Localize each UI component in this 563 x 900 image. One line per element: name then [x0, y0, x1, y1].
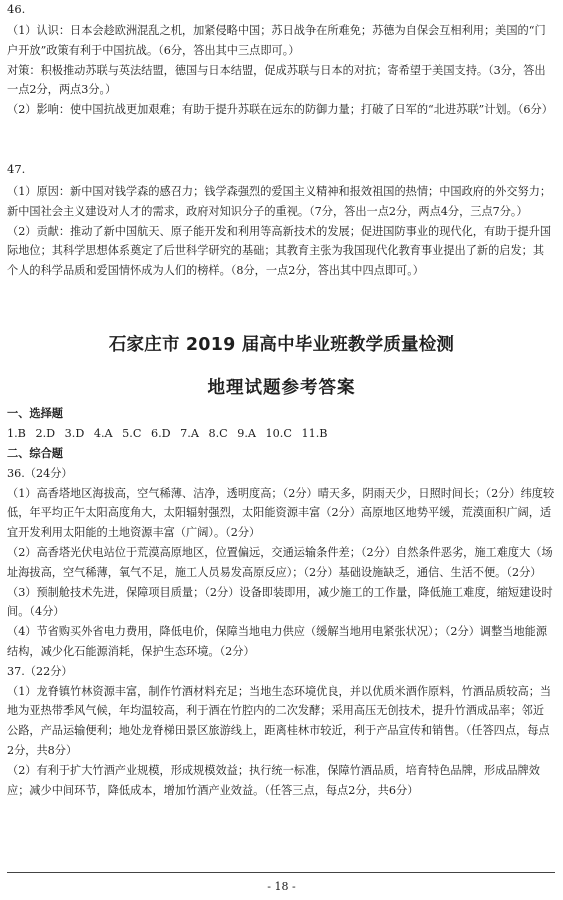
q36-part1-text: （1）高香塔地区海拔高，空气稀薄、洁净，透明度高；（2分）晴天多，阴雨天少，日照时间长；（2分）纬度较低，年平均正午太阳高度角大，太阳辐射强烈，太阳能资源丰富（2分）高原地区地势平缓，荒漠面积广阔，适宜开发利用太阳能的土地资源丰富（广阔）。（2分）: [7, 486, 555, 540]
section2-heading: 二、综合题: [7, 447, 63, 460]
question-47-answer: [7, 182, 555, 281]
footer-divider: [7, 872, 555, 873]
q36-part4-text: （4）节省购买外省电力费用，降低电价，保障当地电力供应（缓解当地用电紧张状况）；（2分）调整当地能源结构，减少化石能源消耗，保护生态环境。（2分）: [7, 625, 548, 658]
q37-part1-text: （1）龙脊镇竹林资源丰富，制作竹酒材料充足；当地生态环境优良，并以优质米酒作原料，竹酒品质较高；当地为亚热带季风气候，年均温较高，利于酒在竹腔内的二次发酵；采用高压无创技术，提升竹酒成品率；邻近公路，产品运输便利；地处龙脊梯田景区旅游线上，距离桂林市较近，利于产品宣传和销售。（任答四点，每点2分，共8分）: [7, 684, 552, 757]
q36-label: 36.（24分）: [7, 466, 73, 480]
section-comprehensive: [7, 444, 555, 800]
q46-part2-text: （2）影响：使中国抗战更加艰难；有助于提升苏联在远东的防御力量；打破了日军的“北进苏联”计划。（6分）: [7, 103, 553, 117]
q37-label: 37.（22分）: [7, 664, 73, 678]
q47-part1-text: （1）原因：新中国对钱学森的感召力；钱学森强烈的爱国主义精神和报效祖国的热情；中国政府的外交努力；新中国社会主义建设对人才的需求，政府对知识分子的重视。（7分，答出一点2分，两点4分，三点7分。）: [7, 185, 552, 218]
q46-countermeasure-text: 对策：积极推动苏联与英法结盟，德国与日本结盟，促成苏联与日本的对抗；寄希望于美国支持。（3分，答出一点2分，两点3分。）: [7, 63, 546, 97]
mcq-answers: 1.B 2.D 3.D 4.A 5.C 6.D 7.A 8.C 9.A 10.C 11.B: [7, 426, 328, 440]
section1-heading: 一、选择题: [7, 407, 63, 420]
q47-part2-text: （2）贡献：推动了新中国航天、原子能开发和利用等高新技术的发展；促进国防事业的现代化，有助于提升国际地位；其科学思想体系奠定了后世科学研究的基础；其教育主张为我国现代化教育事业提出了新的启发；其个人的科学品质和爱国情怀成为人们的榜样。（8分，一点2分，答出其中四点即可。）: [7, 224, 552, 278]
q37-part2-text: （2）有利于扩大竹酒产业规模，形成规模效益；执行统一标准，保障竹酒品质，培育特色品牌，形成品牌效应；减少中间环节，降低成本，增加竹酒产业效益。（任答三点，每点2分，共6分）: [7, 763, 540, 797]
question-46-answer: [7, 21, 555, 120]
answer-key-title: 地理试题参考答案: [207, 378, 356, 398]
q46-part1-text: （1）认识：日本会趁欧洲混乱之机，加紧侵略中国；苏日战争在所难免；苏德为自保会互相利用；美国的“门户开放”政策有利于中国抗战。（6分，答出其中三点即可。）: [7, 24, 546, 57]
question-46-number: 46.: [7, 2, 26, 16]
question-47-number: 47.: [7, 162, 26, 176]
q36-part3-text: （3）预制舱技术先进，保障项目质量；（2分）设备即装即用，减少施工的工作量，降低施工难度，缩短建设时间。（4分）: [7, 585, 553, 619]
q36-part2-text: （2）高香塔光伏电站位于荒漠高原地区，位置偏远，交通运输条件差；（2分）自然条件恶劣，施工难度大（场址海拔高，空气稀薄，氧气不足，施工人员易发高原反应）；（2分）基础设施缺乏，通信、生活不便。（2分）: [7, 545, 553, 579]
exam-title: 石家庄市 2019 届高中毕业班教学质量检测: [108, 335, 455, 355]
section-multiple-choice: [7, 404, 555, 444]
page-number: - 18 -: [267, 880, 296, 893]
